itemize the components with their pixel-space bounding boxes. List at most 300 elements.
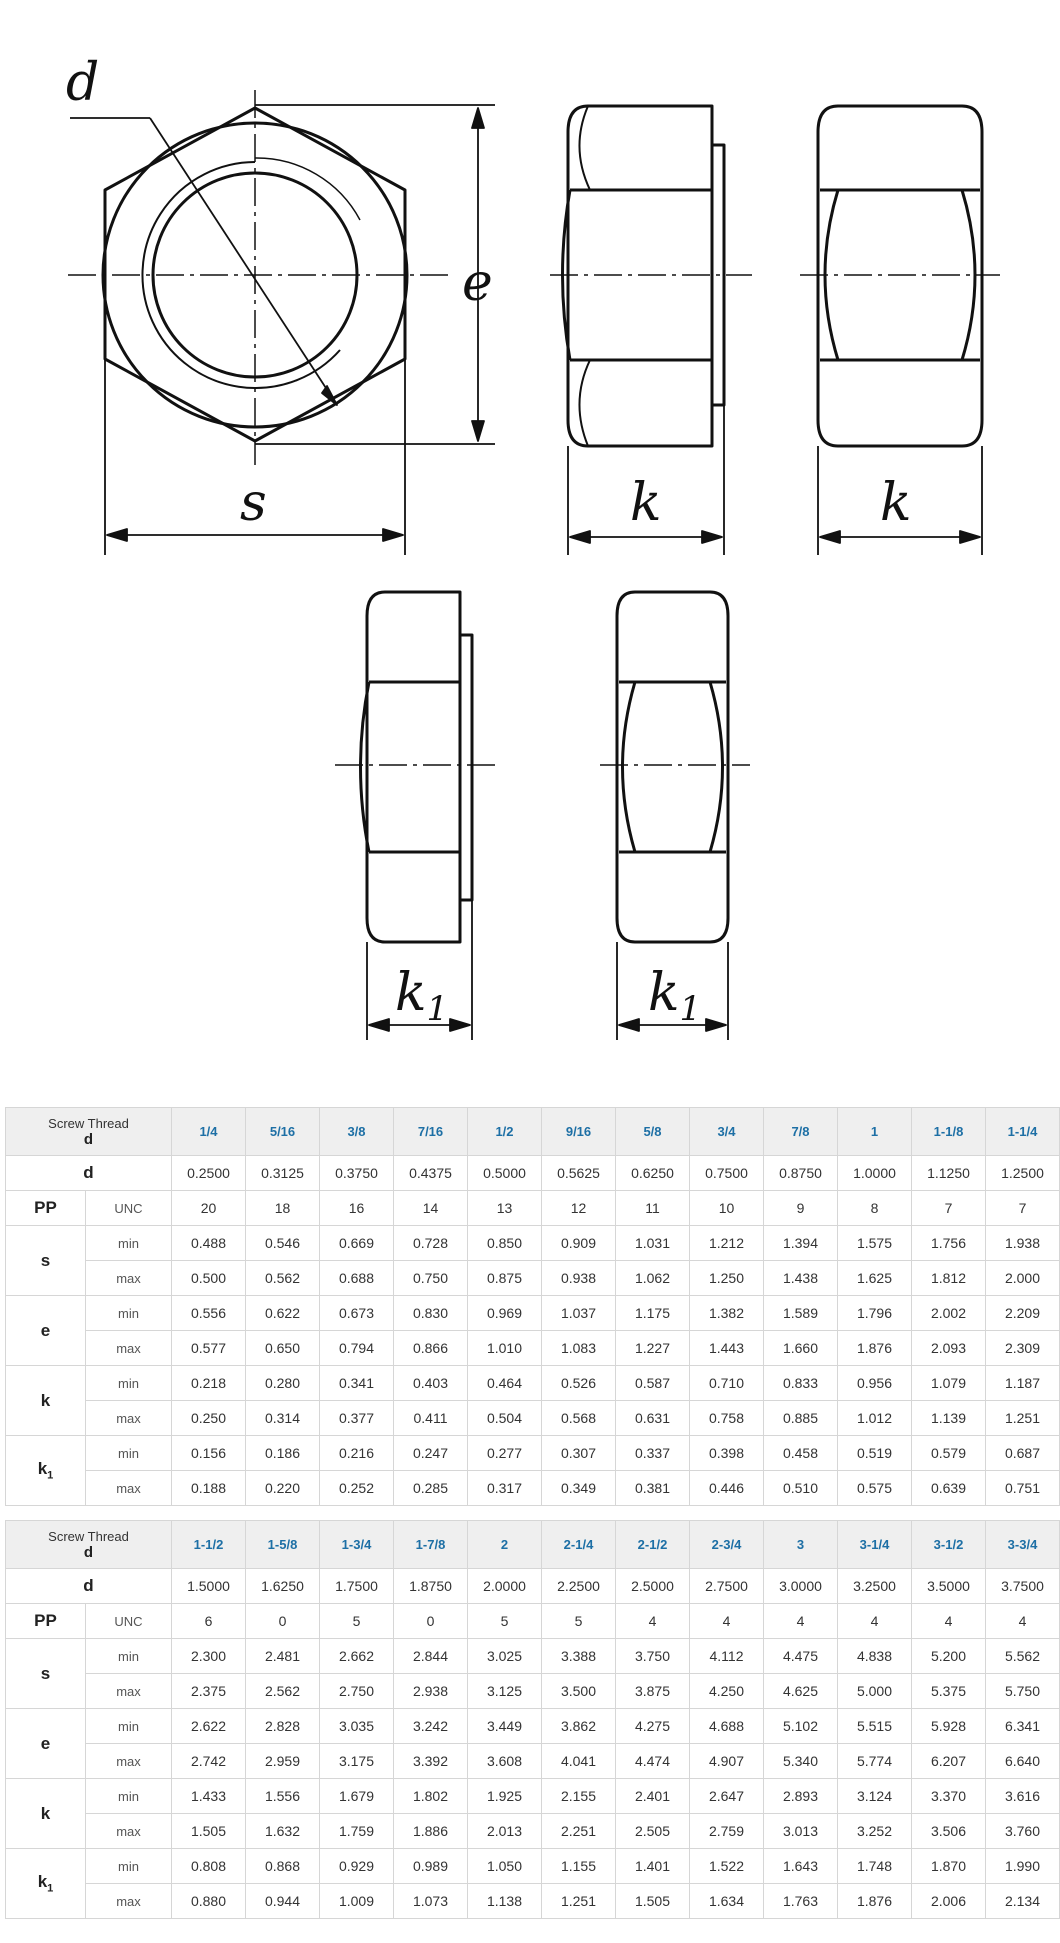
e-min-value: 2.209 <box>986 1296 1060 1331</box>
pp-value: 8 <box>838 1191 912 1226</box>
d-value: 1.8750 <box>394 1569 468 1604</box>
d-value: 1.6250 <box>246 1569 320 1604</box>
k1-max-value: 0.639 <box>912 1471 986 1506</box>
e-max-row <box>6 1331 1060 1366</box>
k-label <box>6 1366 86 1436</box>
d-row <box>6 1569 1060 1604</box>
k1-min-value: 0.186 <box>246 1436 320 1471</box>
k1-min-value: 0.216 <box>320 1436 394 1471</box>
k1-max-value: 0.285 <box>394 1471 468 1506</box>
k-max-value: 0.885 <box>764 1401 838 1436</box>
k1-min-value: 1.748 <box>838 1849 912 1884</box>
k1-subscript: 1 <box>47 1469 54 1482</box>
k-max-value: 0.568 <box>542 1401 616 1436</box>
k1-max-value: 0.446 <box>690 1471 764 1506</box>
thread-size[interactable]: 3-1/4 <box>838 1521 912 1569</box>
k-min-value: 1.187 <box>986 1366 1060 1401</box>
k-max-value: 1.012 <box>838 1401 912 1436</box>
k-min-value: 1.679 <box>320 1779 394 1814</box>
k1-min-value: 0.277 <box>468 1436 542 1471</box>
screw-thread-header <box>6 1108 172 1156</box>
side-view-washer-face <box>563 106 725 446</box>
k-max-value: 2.505 <box>616 1814 690 1849</box>
s-max-value: 3.875 <box>616 1674 690 1709</box>
d-value: 0.3125 <box>246 1156 320 1191</box>
k1-max-value: 0.252 <box>320 1471 394 1506</box>
k-min-value: 3.124 <box>838 1779 912 1814</box>
pp-value: 18 <box>246 1191 320 1226</box>
side-view-double-chamfer <box>818 106 982 446</box>
s-min-row <box>6 1226 1060 1261</box>
thread-size[interactable]: 3-1/2 <box>912 1521 986 1569</box>
s-max-value: 4.250 <box>690 1674 764 1709</box>
k1-max-value: 1.073 <box>394 1884 468 1919</box>
d-value: 1.2500 <box>986 1156 1060 1191</box>
pp-value: 0 <box>246 1604 320 1639</box>
k-max-value: 1.505 <box>172 1814 246 1849</box>
thread-size[interactable]: 2-1/4 <box>542 1521 616 1569</box>
e-max-value: 0.577 <box>172 1331 246 1366</box>
s-max-value: 2.750 <box>320 1674 394 1709</box>
k1-min-value: 0.929 <box>320 1849 394 1884</box>
k1-max-value: 0.317 <box>468 1471 542 1506</box>
dimension-table-1 <box>5 1107 1060 1506</box>
d-value: 0.5625 <box>542 1156 616 1191</box>
thread-size[interactable]: 2-1/2 <box>616 1521 690 1569</box>
k-max-value: 0.504 <box>468 1401 542 1436</box>
e-symbol: e <box>40 1320 51 1340</box>
k1-symbol: k <box>37 1872 48 1892</box>
thread-size[interactable]: 1-7/8 <box>394 1521 468 1569</box>
k1-min-value: 0.337 <box>616 1436 690 1471</box>
thread-size[interactable]: 7/16 <box>394 1108 468 1156</box>
e-min-value: 1.175 <box>616 1296 690 1331</box>
s-min-value: 0.546 <box>246 1226 320 1261</box>
k-max-value: 1.632 <box>246 1814 320 1849</box>
k1-max-value: 1.634 <box>690 1884 764 1919</box>
header-row <box>6 1108 1060 1156</box>
e-max-value: 1.083 <box>542 1331 616 1366</box>
k-min-value: 1.925 <box>468 1779 542 1814</box>
d-value: 0.3750 <box>320 1156 394 1191</box>
thin-nut-view-double-chamfer <box>617 592 728 942</box>
k1-max-value: 1.763 <box>764 1884 838 1919</box>
pp-value: 11 <box>616 1191 690 1226</box>
s-min-value: 1.756 <box>912 1226 986 1261</box>
pp-value: 9 <box>764 1191 838 1226</box>
e-max-value: 3.392 <box>394 1744 468 1779</box>
k-min-row <box>6 1366 1060 1401</box>
thread-size[interactable]: 1/2 <box>468 1108 542 1156</box>
s-min-value: 5.562 <box>986 1639 1060 1674</box>
k-label <box>6 1779 86 1849</box>
thread-size[interactable]: 3/8 <box>320 1108 394 1156</box>
s-min-value: 1.031 <box>616 1226 690 1261</box>
e-max-value: 2.959 <box>246 1744 320 1779</box>
e-max-value: 2.093 <box>912 1331 986 1366</box>
pp-value: 4 <box>764 1604 838 1639</box>
s-min-value: 2.481 <box>246 1639 320 1674</box>
e-min-value: 0.830 <box>394 1296 468 1331</box>
k-max-value: 0.631 <box>616 1401 690 1436</box>
s-max-value: 0.938 <box>542 1261 616 1296</box>
pp-value: 0 <box>394 1604 468 1639</box>
thread-size[interactable]: 5/8 <box>616 1108 690 1156</box>
min-label: min <box>86 1226 172 1261</box>
k-max-value: 2.251 <box>542 1814 616 1849</box>
e-max-value: 1.227 <box>616 1331 690 1366</box>
s-min-value: 2.662 <box>320 1639 394 1674</box>
e-max-value: 1.010 <box>468 1331 542 1366</box>
pp-value: 7 <box>986 1191 1060 1226</box>
k1-min-value: 1.870 <box>912 1849 986 1884</box>
k-min-value: 0.403 <box>394 1366 468 1401</box>
e-max-value: 5.774 <box>838 1744 912 1779</box>
s-min-value: 1.938 <box>986 1226 1060 1261</box>
k1-min-value: 0.868 <box>246 1849 320 1884</box>
pp-sub-label: UNC <box>86 1191 172 1226</box>
k-min-value: 0.341 <box>320 1366 394 1401</box>
screw-thread-label: Screw Thread <box>48 1115 129 1131</box>
label-k1-left: k1 <box>395 963 449 1029</box>
thread-size[interactable]: 3 <box>764 1521 838 1569</box>
k1-max-row <box>6 1471 1060 1506</box>
k1-max-value: 0.510 <box>764 1471 838 1506</box>
e-min-value: 2.002 <box>912 1296 986 1331</box>
d-value: 3.2500 <box>838 1569 912 1604</box>
e-max-row <box>6 1744 1060 1779</box>
e-max-value: 2.742 <box>172 1744 246 1779</box>
e-min-value: 0.556 <box>172 1296 246 1331</box>
s-max-value: 2.938 <box>394 1674 468 1709</box>
label-k-right: k <box>880 473 912 533</box>
screw-thread-symbol: d <box>83 1130 94 1148</box>
thread-size[interactable]: 2-3/4 <box>690 1521 764 1569</box>
pp-value: 4 <box>986 1604 1060 1639</box>
s-min-value: 1.394 <box>764 1226 838 1261</box>
s-min-value: 0.850 <box>468 1226 542 1261</box>
k1-max-value: 0.381 <box>616 1471 690 1506</box>
e-min-value: 1.589 <box>764 1296 838 1331</box>
k1-min-value: 1.401 <box>616 1849 690 1884</box>
d-value: 2.0000 <box>468 1569 542 1604</box>
k1-max-value: 0.944 <box>246 1884 320 1919</box>
s-max-value: 5.000 <box>838 1674 912 1709</box>
pp-label: PP <box>6 1191 86 1226</box>
s-max-value: 5.375 <box>912 1674 986 1709</box>
d-value: 3.5000 <box>912 1569 986 1604</box>
s-min-value: 1.212 <box>690 1226 764 1261</box>
e-min-value: 3.242 <box>394 1709 468 1744</box>
k-max-value: 0.314 <box>246 1401 320 1436</box>
k1-subscript: 1 <box>47 1882 54 1895</box>
e-max-value: 0.866 <box>394 1331 468 1366</box>
min-label: min <box>86 1366 172 1401</box>
thread-size[interactable]: 2 <box>468 1521 542 1569</box>
e-min-value: 1.796 <box>838 1296 912 1331</box>
thread-size[interactable]: 1-3/4 <box>320 1521 394 1569</box>
k1-max-value: 2.134 <box>986 1884 1060 1919</box>
d-row <box>6 1156 1060 1191</box>
k-min-value: 1.556 <box>246 1779 320 1814</box>
k1-min-value: 1.050 <box>468 1849 542 1884</box>
k-max-value: 2.759 <box>690 1814 764 1849</box>
d-value: 3.7500 <box>986 1569 1060 1604</box>
s-min-value: 0.909 <box>542 1226 616 1261</box>
k-min-value: 0.956 <box>838 1366 912 1401</box>
thread-size[interactable]: 9/16 <box>542 1108 616 1156</box>
k1-min-value: 1.522 <box>690 1849 764 1884</box>
k-min-value: 3.370 <box>912 1779 986 1814</box>
s-label <box>6 1226 86 1296</box>
e-max-value: 5.340 <box>764 1744 838 1779</box>
s-min-value: 4.475 <box>764 1639 838 1674</box>
k-min-row <box>6 1779 1060 1814</box>
e-min-value: 2.828 <box>246 1709 320 1744</box>
thread-size[interactable]: 5/16 <box>246 1108 320 1156</box>
k1-min-value: 1.155 <box>542 1849 616 1884</box>
s-max-value: 1.250 <box>690 1261 764 1296</box>
k-min-value: 1.079 <box>912 1366 986 1401</box>
front-view-centerlines <box>68 90 450 465</box>
s-min-value: 4.112 <box>690 1639 764 1674</box>
thread-size[interactable]: 3/4 <box>690 1108 764 1156</box>
s-max-value: 2.000 <box>986 1261 1060 1296</box>
pp-value: 10 <box>690 1191 764 1226</box>
max-label: max <box>86 1261 172 1296</box>
screw-thread-symbol: d <box>83 1543 94 1561</box>
thread-size[interactable]: 1-5/8 <box>246 1521 320 1569</box>
s-max-value: 0.750 <box>394 1261 468 1296</box>
s-max-value: 0.500 <box>172 1261 246 1296</box>
header-row <box>6 1521 1060 1569</box>
min-label: min <box>86 1779 172 1814</box>
d-value: 1.5000 <box>172 1569 246 1604</box>
k1-max-value: 0.880 <box>172 1884 246 1919</box>
k-max-row <box>6 1401 1060 1436</box>
k-min-value: 2.155 <box>542 1779 616 1814</box>
k-min-value: 0.710 <box>690 1366 764 1401</box>
pp-value: 16 <box>320 1191 394 1226</box>
pp-value: 4 <box>690 1604 764 1639</box>
k-max-value: 3.013 <box>764 1814 838 1849</box>
e-min-value: 6.341 <box>986 1709 1060 1744</box>
s-min-value: 2.300 <box>172 1639 246 1674</box>
screw-thread-label: Screw Thread <box>48 1528 129 1544</box>
k-symbol: k <box>40 1390 51 1410</box>
k-max-row <box>6 1814 1060 1849</box>
pp-value: 13 <box>468 1191 542 1226</box>
e-max-value: 3.175 <box>320 1744 394 1779</box>
k-min-value: 0.464 <box>468 1366 542 1401</box>
e-min-value: 5.102 <box>764 1709 838 1744</box>
k1-max-value: 2.006 <box>912 1884 986 1919</box>
k1-max-value: 1.251 <box>542 1884 616 1919</box>
e-max-value: 0.650 <box>246 1331 320 1366</box>
pp-row <box>6 1191 1060 1226</box>
e-max-value: 6.640 <box>986 1744 1060 1779</box>
d-value: 0.2500 <box>172 1156 246 1191</box>
e-min-value: 3.862 <box>542 1709 616 1744</box>
k-max-value: 0.411 <box>394 1401 468 1436</box>
s-max-value: 1.438 <box>764 1261 838 1296</box>
k-min-value: 0.218 <box>172 1366 246 1401</box>
e-max-value: 4.474 <box>616 1744 690 1779</box>
k1-max-row <box>6 1884 1060 1919</box>
label-k-left: k <box>630 473 662 533</box>
s-min-value: 5.200 <box>912 1639 986 1674</box>
k1-min-value: 1.643 <box>764 1849 838 1884</box>
max-label: max <box>86 1401 172 1436</box>
s-min-value: 0.488 <box>172 1226 246 1261</box>
thread-size[interactable]: 3-3/4 <box>986 1521 1060 1569</box>
k1-max-value: 0.188 <box>172 1471 246 1506</box>
e-min-value: 2.622 <box>172 1709 246 1744</box>
k1-min-value: 0.307 <box>542 1436 616 1471</box>
pp-value: 7 <box>912 1191 986 1226</box>
k1-min-value: 0.247 <box>394 1436 468 1471</box>
k-max-value: 0.250 <box>172 1401 246 1436</box>
k1-min-value: 0.519 <box>838 1436 912 1471</box>
d-value: 3.0000 <box>764 1569 838 1604</box>
s-min-value: 0.669 <box>320 1226 394 1261</box>
d-value: 1.7500 <box>320 1569 394 1604</box>
k-min-value: 2.893 <box>764 1779 838 1814</box>
d-value: 0.6250 <box>616 1156 690 1191</box>
dimension-table-2 <box>5 1520 1060 1919</box>
min-label: min <box>86 1849 172 1884</box>
k1-max-value: 1.009 <box>320 1884 394 1919</box>
k1-min-value: 0.989 <box>394 1849 468 1884</box>
k1-max-value: 0.220 <box>246 1471 320 1506</box>
k1-min-row <box>6 1436 1060 1471</box>
d-value: 2.2500 <box>542 1569 616 1604</box>
s-min-value: 3.750 <box>616 1639 690 1674</box>
k1-min-value: 1.990 <box>986 1849 1060 1884</box>
e-max-value: 4.907 <box>690 1744 764 1779</box>
label-s: s <box>240 473 267 533</box>
k1-max-value: 1.876 <box>838 1884 912 1919</box>
s-max-value: 3.500 <box>542 1674 616 1709</box>
min-label: min <box>86 1436 172 1471</box>
k-min-value: 0.526 <box>542 1366 616 1401</box>
e-min-value: 4.688 <box>690 1709 764 1744</box>
k1-max-value: 1.505 <box>616 1884 690 1919</box>
thread-size[interactable]: 1-1/2 <box>172 1521 246 1569</box>
k1-min-row <box>6 1849 1060 1884</box>
label-k1-right: k1 <box>648 963 702 1029</box>
d-value: 0.8750 <box>764 1156 838 1191</box>
e-min-value: 0.969 <box>468 1296 542 1331</box>
k-max-value: 0.377 <box>320 1401 394 1436</box>
s-max-value: 0.562 <box>246 1261 320 1296</box>
thread-size[interactable]: 1-1/8 <box>912 1108 986 1156</box>
s-max-value: 1.812 <box>912 1261 986 1296</box>
s-symbol: s <box>40 1663 51 1683</box>
thin-nut-view-washer-face <box>361 592 473 942</box>
e-max-value: 1.443 <box>690 1331 764 1366</box>
k-min-value: 0.280 <box>246 1366 320 1401</box>
e-min-value: 1.037 <box>542 1296 616 1331</box>
thread-size[interactable]: 7/8 <box>764 1108 838 1156</box>
k-min-value: 1.802 <box>394 1779 468 1814</box>
d-label: d <box>6 1569 172 1604</box>
max-label: max <box>86 1814 172 1849</box>
s-min-row <box>6 1639 1060 1674</box>
d-value: 0.4375 <box>394 1156 468 1191</box>
k1-label <box>6 1849 86 1919</box>
k-symbol: k <box>40 1803 51 1823</box>
k1-max-value: 0.751 <box>986 1471 1060 1506</box>
max-label: max <box>86 1331 172 1366</box>
k1-symbol: k <box>37 1459 48 1479</box>
d-value: 2.7500 <box>690 1569 764 1604</box>
s-label <box>6 1639 86 1709</box>
max-label: max <box>86 1744 172 1779</box>
e-min-value: 3.035 <box>320 1709 394 1744</box>
s-max-value: 0.875 <box>468 1261 542 1296</box>
pp-value: 4 <box>838 1604 912 1639</box>
pp-value: 4 <box>616 1604 690 1639</box>
d-label: d <box>6 1156 172 1191</box>
e-min-row <box>6 1296 1060 1331</box>
e-min-value: 5.928 <box>912 1709 986 1744</box>
d-value: 0.5000 <box>468 1156 542 1191</box>
s-min-value: 0.728 <box>394 1226 468 1261</box>
pp-value: 20 <box>172 1191 246 1226</box>
e-max-value: 1.876 <box>838 1331 912 1366</box>
s-max-value: 4.625 <box>764 1674 838 1709</box>
thread-size[interactable]: 1 <box>838 1108 912 1156</box>
max-label: max <box>86 1884 172 1919</box>
s-min-value: 4.838 <box>838 1639 912 1674</box>
label-e: e <box>462 253 493 313</box>
s-max-value: 5.750 <box>986 1674 1060 1709</box>
pp-sub-label: UNC <box>86 1604 172 1639</box>
thread-size[interactable]: 1/4 <box>172 1108 246 1156</box>
s-max-row <box>6 1674 1060 1709</box>
e-min-value: 4.275 <box>616 1709 690 1744</box>
s-min-value: 3.025 <box>468 1639 542 1674</box>
e-max-value: 1.660 <box>764 1331 838 1366</box>
screw-thread-header <box>6 1521 172 1569</box>
k1-min-value: 0.808 <box>172 1849 246 1884</box>
k-max-value: 1.251 <box>986 1401 1060 1436</box>
k-min-value: 2.401 <box>616 1779 690 1814</box>
s-max-value: 2.562 <box>246 1674 320 1709</box>
e-symbol: e <box>40 1733 51 1753</box>
pp-value: 5 <box>542 1604 616 1639</box>
s-max-value: 0.688 <box>320 1261 394 1296</box>
k1-min-value: 0.579 <box>912 1436 986 1471</box>
pp-value: 6 <box>172 1604 246 1639</box>
e-min-value: 5.515 <box>838 1709 912 1744</box>
e-max-value: 0.794 <box>320 1331 394 1366</box>
k-max-value: 1.886 <box>394 1814 468 1849</box>
k-max-value: 1.139 <box>912 1401 986 1436</box>
e-max-value: 4.041 <box>542 1744 616 1779</box>
e-max-value: 6.207 <box>912 1744 986 1779</box>
k-max-value: 1.759 <box>320 1814 394 1849</box>
thread-size[interactable]: 1-1/4 <box>986 1108 1060 1156</box>
pp-value: 12 <box>542 1191 616 1226</box>
label-d: d <box>66 53 100 113</box>
e-min-value: 0.622 <box>246 1296 320 1331</box>
max-label: max <box>86 1471 172 1506</box>
k-min-value: 1.433 <box>172 1779 246 1814</box>
pp-value: 14 <box>394 1191 468 1226</box>
d-value: 1.1250 <box>912 1156 986 1191</box>
